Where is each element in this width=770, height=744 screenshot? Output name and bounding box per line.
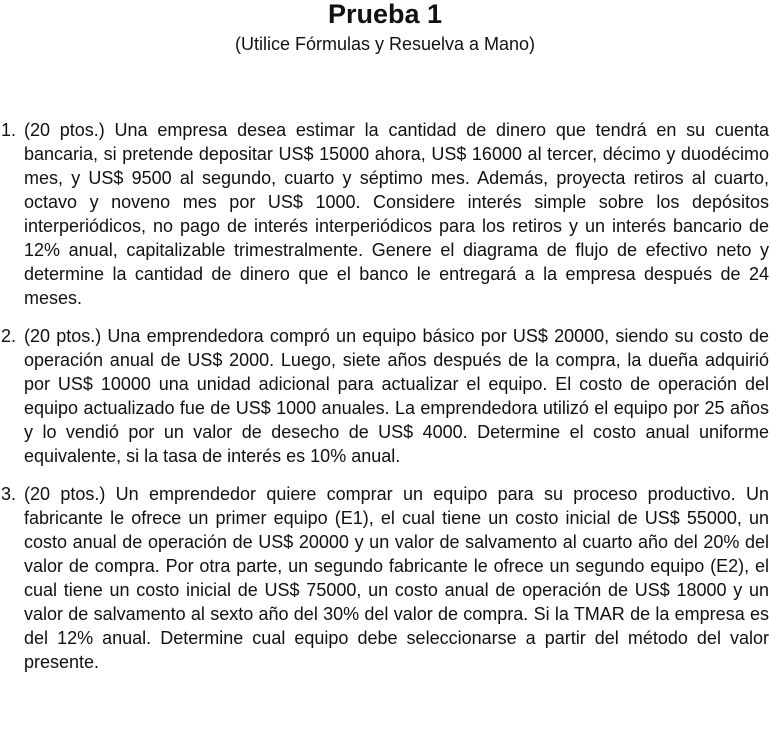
question-number: 1.: [1, 120, 17, 140]
question-1: [0, 118, 770, 310]
question-3: [0, 482, 770, 674]
question-text: (20 ptos.) Un emprendedor quiere comprar un equipo para su proceso productivo. Un fabricante le ofrece un primer equipo (E1), el cual tiene un costo inicial de US$ 55000, un costo anual de operación de US$ 20000 y un valor de salvamento al cuarto año del 20% del valor de compra. Por otra parte, un segundo fabricante le ofrece un segundo equipo (E2), el cual tiene un costo inicial de US$ 75000, un costo anual de operación de US$ 18000 y un valor de salvamento al sexto año del 30% del valor de compra. Si la TMAR de la empresa es del 12% anual. Determine cual equipo debe seleccionarse a partir del método del valor presente.: [24, 484, 769, 672]
question-number: 3.: [1, 484, 17, 504]
question-text: (20 ptos.) Una emprendedora compró un equipo básico por US$ 20000, siendo su costo de operación anual de US$ 2000. Luego, siete años después de la compra, la dueña adquirió por US$ 10000 una unidad adicional para actualizar el equipo. El costo de operación del equipo actualizado fue de US$ 1000 anuales. La emprendedora utilizó el equipo por 25 años y lo vendió por un valor de desecho de US$ 4000. Determine el costo anual uniforme equivalente, si la tasa de interés es 10% anual.: [24, 326, 769, 466]
page-title: Prueba 1: [327, 0, 443, 29]
question-list: [0, 118, 770, 688]
question-text: (20 ptos.) Una empresa desea estimar la cantidad de dinero que tendrá en su cuenta bancaria, si pretende depositar US$ 15000 ahora, US$ 16000 al tercer, décimo y duodécimo mes, y US$ 9500 al segundo, cuarto y séptimo mes. Además, proyecta retiros al cuarto, octavo y noveno mes por US$ 1000. Considere interés simple sobre los depósitos interperiódicos, no pago de interés interperiódicos para los retiros y un interés bancario de 12% anual, capitalizable trimestralmente. Genere el diagrama de flujo de efectivo neto y determine la cantidad de dinero que el banco le entregará a la empresa después de 24 meses.: [24, 120, 769, 308]
question-2: [0, 324, 770, 468]
question-number: 2.: [1, 326, 17, 346]
page-subtitle: (Utilice Fórmulas y Resuelva a Mano): [234, 34, 536, 54]
